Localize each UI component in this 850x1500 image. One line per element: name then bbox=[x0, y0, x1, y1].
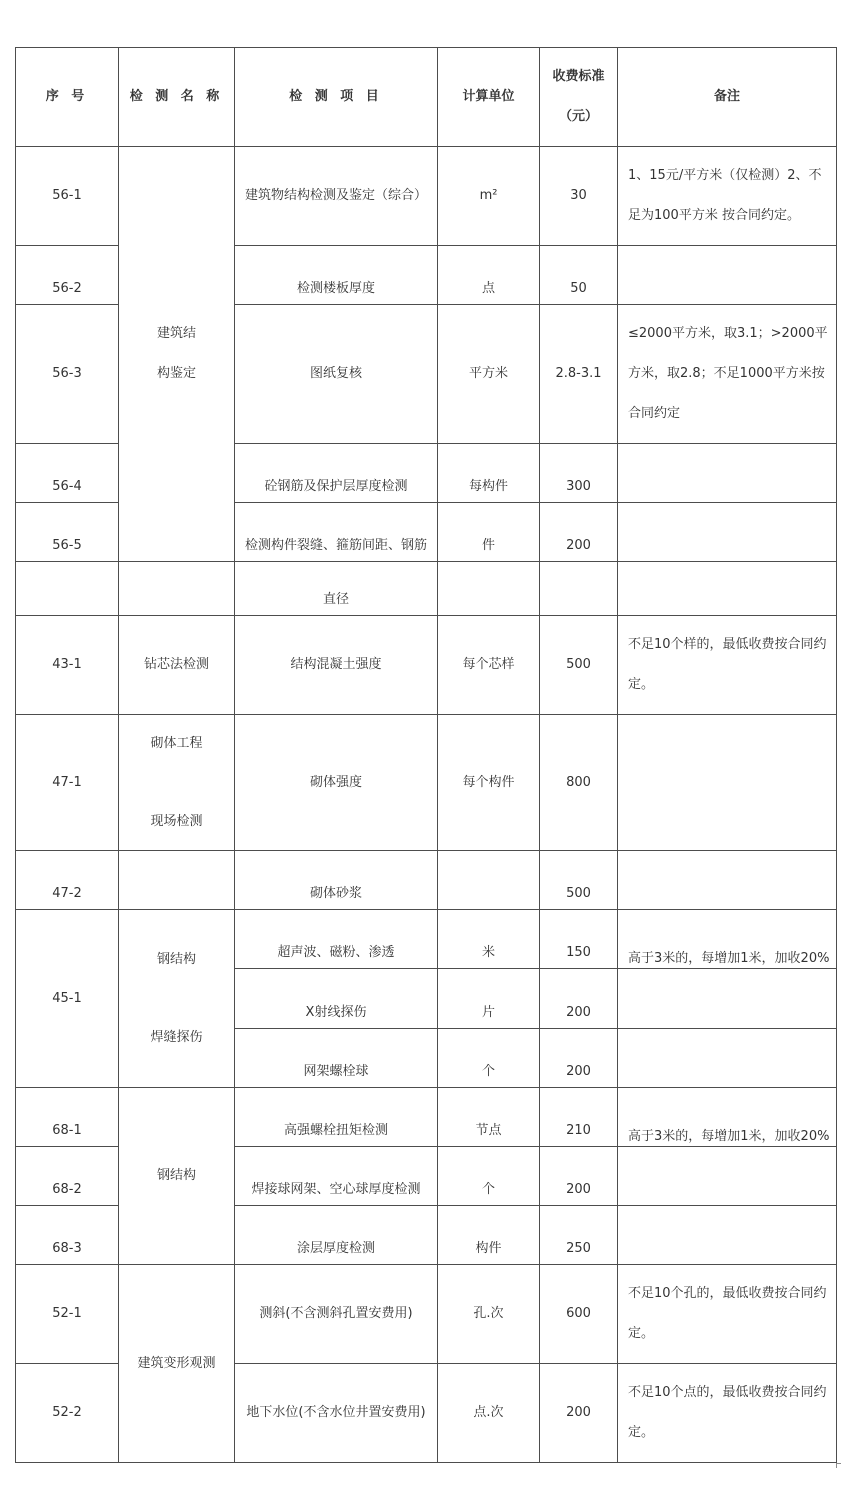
header-fee bbox=[540, 48, 618, 147]
name-cell-weld bbox=[119, 910, 235, 1088]
table-row bbox=[16, 1265, 837, 1364]
note-cell bbox=[618, 1029, 837, 1088]
item-cell: 砌体砂浆 bbox=[235, 851, 438, 910]
unit-cell bbox=[438, 851, 540, 910]
table-row bbox=[16, 851, 837, 910]
name-cell-building-appraisal bbox=[119, 147, 235, 562]
seq-cell: 56-4 bbox=[16, 444, 119, 503]
seq-cell: 43-1 bbox=[16, 616, 119, 715]
table-row bbox=[16, 910, 837, 969]
name-cell-steel: 钢结构 bbox=[119, 1088, 235, 1265]
note-cell bbox=[618, 715, 837, 851]
fee-cell: 300 bbox=[540, 444, 618, 503]
note-cell bbox=[618, 851, 837, 910]
note-cell: 不足10个点的，最低收费按合同约定。 bbox=[618, 1364, 837, 1463]
item-cell: 检测楼板厚度 bbox=[235, 246, 438, 305]
table-row bbox=[16, 1088, 837, 1147]
item-cell: X射线探伤 bbox=[235, 969, 438, 1029]
item-cell: 测斜(不含测斜孔置安费用) bbox=[235, 1265, 438, 1364]
unit-cell bbox=[438, 562, 540, 616]
unit-cell: 米 bbox=[438, 910, 540, 969]
header-item: 检 测 项 目 bbox=[235, 48, 438, 147]
unit-cell: 每个芯样 bbox=[438, 616, 540, 715]
item-cell: 建筑物结构检测及鉴定（综合） bbox=[235, 147, 438, 246]
note-cell: 高于3米的，每增加1米，加收20% bbox=[618, 1088, 837, 1147]
fee-cell: 250 bbox=[540, 1206, 618, 1265]
fee-cell: 200 bbox=[540, 1029, 618, 1088]
table-row bbox=[16, 562, 837, 616]
fee-cell: 50 bbox=[540, 246, 618, 305]
note-cell bbox=[618, 444, 837, 503]
table-row bbox=[16, 147, 837, 246]
item-cell: 焊接球网架、空心球厚度检测 bbox=[235, 1147, 438, 1206]
seq-cell: 56-5 bbox=[16, 503, 119, 562]
seq-cell: 56-1 bbox=[16, 147, 119, 246]
table-row bbox=[16, 715, 837, 851]
name-cell bbox=[119, 851, 235, 910]
unit-cell: 件 bbox=[438, 503, 540, 562]
note-cell bbox=[618, 562, 837, 616]
unit-cell: m² bbox=[438, 147, 540, 246]
header-unit: 计算单位 bbox=[438, 48, 540, 147]
item-cell: 网架螺栓球 bbox=[235, 1029, 438, 1088]
item-cell: 直径 bbox=[235, 562, 438, 616]
seq-cell bbox=[16, 562, 119, 616]
fee-cell bbox=[540, 562, 618, 616]
seq-cell: 47-1 bbox=[16, 715, 119, 851]
item-cell: 砌体强度 bbox=[235, 715, 438, 851]
unit-cell: 个 bbox=[438, 1147, 540, 1206]
item-cell: 检测构件裂缝、箍筋间距、钢筋 bbox=[235, 503, 438, 562]
item-cell: 高强螺栓扭矩检测 bbox=[235, 1088, 438, 1147]
unit-cell: 点.次 bbox=[438, 1364, 540, 1463]
note-cell bbox=[618, 969, 837, 1029]
item-cell: 涂层厚度检测 bbox=[235, 1206, 438, 1265]
unit-cell: 节点 bbox=[438, 1088, 540, 1147]
item-cell: 结构混凝土强度 bbox=[235, 616, 438, 715]
fee-cell: 200 bbox=[540, 1364, 618, 1463]
name-line: 建筑结 bbox=[156, 326, 196, 341]
fee-cell: 200 bbox=[540, 1147, 618, 1206]
item-cell: 砼钢筋及保护层厚度检测 bbox=[235, 444, 438, 503]
note-cell bbox=[618, 1206, 837, 1265]
note-cell: 不足10个孔的，最低收费按合同约定。 bbox=[618, 1265, 837, 1364]
name-line: 现场检测 bbox=[150, 813, 203, 829]
seq-cell: 47-2 bbox=[16, 851, 119, 910]
table-row bbox=[16, 616, 837, 715]
seq-cell: 45-1 bbox=[16, 910, 119, 1088]
name-cell-masonry bbox=[119, 715, 235, 851]
note-cell: 不足10个样的，最低收费按合同约定。 bbox=[618, 616, 837, 715]
item-cell: 地下水位(不含水位井置安费用) bbox=[235, 1364, 438, 1463]
header-fee-line1: 收费标准 bbox=[552, 69, 605, 84]
unit-cell: 孔.次 bbox=[438, 1265, 540, 1364]
name-line: 构鉴定 bbox=[156, 366, 196, 381]
corner-mark bbox=[836, 1463, 841, 1468]
fee-cell: 600 bbox=[540, 1265, 618, 1364]
fee-cell: 500 bbox=[540, 851, 618, 910]
fee-cell: 200 bbox=[540, 969, 618, 1029]
table-header-row bbox=[16, 48, 837, 147]
seq-cell: 56-2 bbox=[16, 246, 119, 305]
fee-cell: 210 bbox=[540, 1088, 618, 1147]
fee-cell: 30 bbox=[540, 147, 618, 246]
seq-cell: 52-1 bbox=[16, 1265, 119, 1364]
name-line: 焊缝探伤 bbox=[150, 1029, 203, 1045]
unit-cell: 每构件 bbox=[438, 444, 540, 503]
fee-cell: 2.8-3.1 bbox=[540, 305, 618, 444]
note-cell bbox=[618, 246, 837, 305]
name-cell: 钻芯法检测 bbox=[119, 616, 235, 715]
fee-table bbox=[15, 47, 837, 1463]
note-cell: ≤2000平方米，取3.1；>2000平方米，取2.8；不足1000平方米按合同约定 bbox=[618, 305, 837, 444]
fee-cell: 200 bbox=[540, 503, 618, 562]
header-name: 检 测 名 称 bbox=[119, 48, 235, 147]
name-line: 砌体工程 bbox=[150, 735, 203, 751]
header-seq: 序 号 bbox=[16, 48, 119, 147]
unit-cell: 每个构件 bbox=[438, 715, 540, 851]
note-cell: 1、15元/平方米（仅检测）2、不足为100平方米 按合同约定。 bbox=[618, 147, 837, 246]
seq-cell: 68-1 bbox=[16, 1088, 119, 1147]
note-cell bbox=[618, 503, 837, 562]
fee-cell: 150 bbox=[540, 910, 618, 969]
fee-cell: 500 bbox=[540, 616, 618, 715]
item-cell: 超声波、磁粉、渗透 bbox=[235, 910, 438, 969]
unit-cell: 构件 bbox=[438, 1206, 540, 1265]
fee-cell: 800 bbox=[540, 715, 618, 851]
unit-cell: 点 bbox=[438, 246, 540, 305]
note-cell bbox=[618, 1147, 837, 1206]
unit-cell: 片 bbox=[438, 969, 540, 1029]
unit-cell: 个 bbox=[438, 1029, 540, 1088]
item-cell: 图纸复核 bbox=[235, 305, 438, 444]
name-line: 钢结构 bbox=[156, 951, 196, 967]
seq-cell: 68-3 bbox=[16, 1206, 119, 1265]
header-fee-line2: （元） bbox=[558, 109, 598, 124]
note-cell: 高于3米的，每增加1米，加收20% bbox=[618, 910, 837, 969]
name-cell-deformation: 建筑变形观测 bbox=[119, 1265, 235, 1463]
seq-cell: 52-2 bbox=[16, 1364, 119, 1463]
seq-cell: 56-3 bbox=[16, 305, 119, 444]
unit-cell: 平方米 bbox=[438, 305, 540, 444]
header-note: 备注 bbox=[618, 48, 837, 147]
seq-cell: 68-2 bbox=[16, 1147, 119, 1206]
name-cell bbox=[119, 562, 235, 616]
